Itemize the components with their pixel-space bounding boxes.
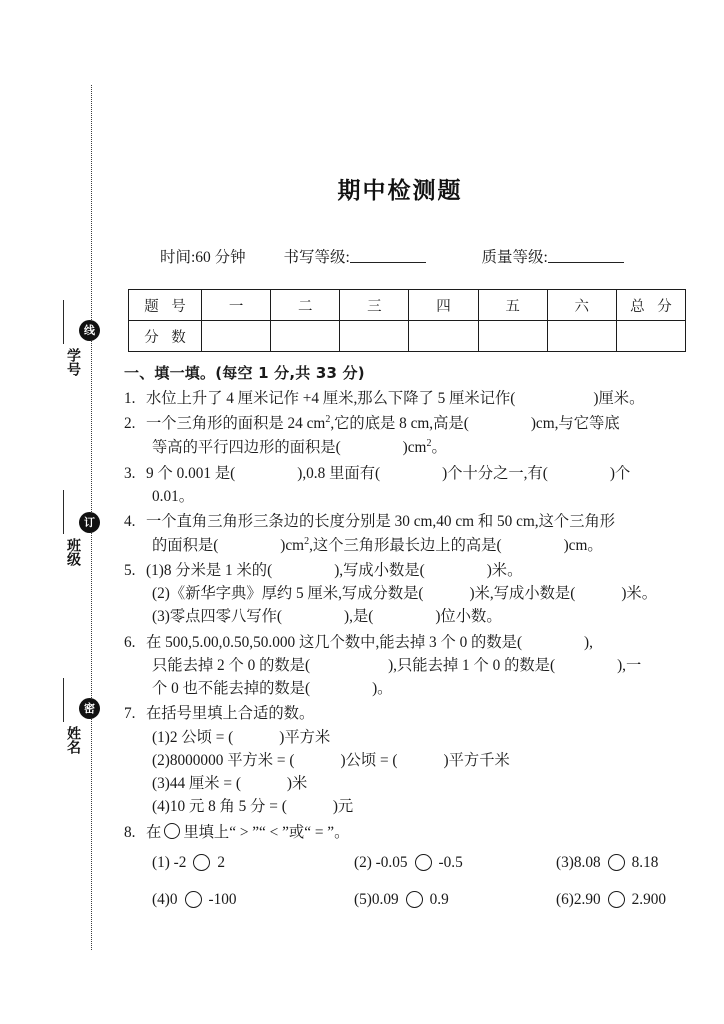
question-3-line-2: 0.01。 xyxy=(152,488,195,505)
exam-duration: 时间:60 分钟 xyxy=(160,249,246,266)
question-2-sup-a: 2 xyxy=(325,414,331,426)
margin-group-name xyxy=(0,678,110,788)
score-table-row-header-question: 题 号 xyxy=(129,290,202,321)
table-row-scores xyxy=(129,321,686,352)
question-4-text-a: 一个直角三角形三条边的长度分别是 30 cm,40 cm 和 50 cm,这个三角形 xyxy=(146,513,616,531)
margin-label-name: 姓名 xyxy=(65,726,81,754)
compare-circle-5[interactable] xyxy=(406,891,423,908)
question-8-row-2 xyxy=(124,889,710,910)
question-2-line2-c: 。 xyxy=(431,438,447,456)
question-4-line2-a: 的面积是( xyxy=(152,536,219,554)
question-6 xyxy=(124,631,710,701)
question-7-number: 7. xyxy=(124,705,136,723)
margin-group-class xyxy=(0,490,110,600)
question-1 xyxy=(124,387,710,410)
question-6-line2-c: ),一 xyxy=(617,656,642,674)
compare-pair-1-label: (1) xyxy=(152,853,170,871)
question-6-text-a: 在 500,5.00,0.50,50.000 这几个数中,能去掉 3 个 0 的数是( xyxy=(146,633,523,651)
question-2-sup-b: 2 xyxy=(426,437,432,449)
quality-grade-label: 质量等级: xyxy=(481,249,548,266)
question-7-sub1-a: (1)2 公顷 = ( xyxy=(152,728,234,746)
question-5-sub-2 xyxy=(150,582,710,605)
score-table-col-2: 二 xyxy=(271,290,340,321)
question-4-line-2 xyxy=(150,534,710,557)
question-2-text-c: )cm,与它等底 xyxy=(530,415,620,433)
compare-pair-5 xyxy=(354,889,556,910)
compare-circle-2[interactable] xyxy=(415,854,432,871)
compare-pair-2-label: (2) xyxy=(354,853,372,871)
question-2-line-2 xyxy=(150,436,710,459)
score-cell-3[interactable] xyxy=(340,321,409,352)
exam-meta-line xyxy=(160,245,720,267)
question-5 xyxy=(124,559,710,629)
question-8 xyxy=(124,821,710,844)
quality-grade-blank[interactable] xyxy=(548,249,624,263)
question-1-text-b: )厘米。 xyxy=(593,390,645,407)
handwriting-grade-blank[interactable] xyxy=(350,249,426,263)
score-cell-2[interactable] xyxy=(271,321,340,352)
question-5-sub2-a: (2)《新华字典》厚约 5 厘米,写成分数是( xyxy=(152,585,424,602)
question-6-line3-a: 个 0 也不能去掉的数是( xyxy=(152,680,311,697)
compare-pair-1 xyxy=(152,852,354,873)
question-7-sub-1 xyxy=(150,726,710,749)
question-6-line-3 xyxy=(150,677,710,700)
compare-pair-4-label: (4) xyxy=(152,891,170,909)
question-7-sub-2 xyxy=(150,749,710,772)
question-6-line3-b: )。 xyxy=(372,680,393,697)
question-4-sup: 2 xyxy=(304,535,310,547)
question-7-sub4-a: (4)10 元 8 角 5 分 = ( xyxy=(152,798,287,816)
question-5-sub2-b: )米,写成小数是( xyxy=(469,585,576,602)
exam-margin-strip xyxy=(0,0,110,1024)
compare-circle-4[interactable] xyxy=(185,891,202,908)
table-row-question-numbers xyxy=(129,290,686,321)
margin-rule-student-id xyxy=(63,300,64,344)
margin-label-student-id: 学号 xyxy=(65,348,81,376)
question-1-text-a: 水位上升了 4 厘米记作 +4 厘米,那么下降了 5 厘米记作( xyxy=(146,390,516,407)
compare-pair-2-right: -0.5 xyxy=(438,853,463,871)
compare-pair-4-right: -100 xyxy=(208,891,237,909)
margin-group-student-id xyxy=(0,300,110,410)
comparison-circle-icon xyxy=(164,823,180,839)
compare-circle-6[interactable] xyxy=(608,891,625,908)
compare-pair-6-label: (6) xyxy=(556,891,574,909)
question-1-number: 1. xyxy=(124,390,136,407)
compare-pair-4 xyxy=(152,889,354,910)
seal-stamp-mi: 密 xyxy=(79,698,100,719)
question-7-sub4-b: )元 xyxy=(332,798,354,816)
seal-stamp-xian: 线 xyxy=(79,320,100,341)
question-2-line2-b: )cm xyxy=(402,438,427,456)
compare-pair-2 xyxy=(354,852,556,873)
seal-stamp-ding: 订 xyxy=(79,512,100,533)
score-cell-total[interactable] xyxy=(616,321,685,352)
question-5-sub3-b: ),是( xyxy=(344,608,374,626)
compare-pair-6-left: 2.90 xyxy=(573,891,601,909)
question-8-text-b: 里填上“ > ”“ < ”或“ = ”。 xyxy=(183,823,350,841)
compare-circle-1[interactable] xyxy=(193,854,210,871)
compare-pair-3-right: 8.18 xyxy=(631,853,659,871)
question-2 xyxy=(124,412,710,459)
question-2-line2-a: 等高的平行四边形的面积是( xyxy=(152,438,341,456)
question-5-sub1-a: (1)8 分米是 1 米的( xyxy=(146,561,273,579)
question-7-sub-3 xyxy=(150,772,710,795)
question-5-number: 5. xyxy=(124,561,136,579)
question-7-sub2-b: )公顷 = ( xyxy=(340,751,398,769)
compare-pair-2-left: -0.05 xyxy=(375,853,408,871)
question-4-line2-c: ,这个三角形最长边上的高是( xyxy=(309,536,502,554)
question-8-text-a: 在 xyxy=(146,823,162,841)
question-6-line-2 xyxy=(150,654,710,677)
handwriting-grade-label: 书写等级: xyxy=(283,249,350,266)
compare-pair-5-left: 0.09 xyxy=(371,891,399,909)
question-6-line2-a: 只能去掉 2 个 0 的数是( xyxy=(152,656,311,674)
score-table-row-header-score: 分 数 xyxy=(129,321,202,352)
compare-pair-1-right: 2 xyxy=(217,853,226,871)
score-table-col-4: 四 xyxy=(409,290,478,321)
compare-pair-5-right: 0.9 xyxy=(429,891,449,909)
score-table-col-total: 总 分 xyxy=(616,290,685,321)
question-7-sub1-b: )平方米 xyxy=(279,728,331,746)
page-title: 期中检测题 xyxy=(337,178,463,204)
score-cell-4[interactable] xyxy=(409,321,478,352)
question-5-sub1-c: )米。 xyxy=(486,561,523,579)
exam-paper-body xyxy=(110,0,724,1024)
score-cell-5[interactable] xyxy=(478,321,547,352)
question-3-text-d: )个 xyxy=(609,464,631,482)
question-4-number: 4. xyxy=(124,513,136,531)
question-7-sub3-a: (3)44 厘米 = ( xyxy=(152,775,241,792)
question-2-text-a: 一个三角形的面积是 24 cm xyxy=(146,415,326,433)
question-7-sub2-c: )平方千米 xyxy=(443,751,510,769)
compare-pair-3-label: (3) xyxy=(556,853,574,871)
question-7 xyxy=(124,702,710,818)
section-fill-in-the-blank xyxy=(124,362,710,927)
question-6-line2-b: ),只能去掉 1 个 0 的数是( xyxy=(388,656,556,674)
score-cell-1[interactable] xyxy=(202,321,271,352)
question-3-text-b: ),0.8 里面有( xyxy=(297,464,381,482)
question-4-line2-b: )cm xyxy=(280,536,305,554)
score-table xyxy=(128,289,686,352)
question-3-text-c: )个十分之一,有( xyxy=(442,464,548,482)
question-7-sub-4 xyxy=(150,795,710,818)
question-4-line2-d: )cm。 xyxy=(563,536,603,554)
compare-pair-5-label: (5) xyxy=(354,891,372,909)
question-6-text-b: ), xyxy=(584,633,593,651)
question-2-number: 2. xyxy=(124,415,136,433)
compare-pair-1-left: -2 xyxy=(173,853,187,871)
score-table-col-5: 五 xyxy=(478,290,547,321)
question-8-row-1 xyxy=(124,852,710,873)
question-6-number: 6. xyxy=(124,633,136,651)
question-3 xyxy=(124,462,710,509)
question-5-sub2-c: )米。 xyxy=(621,585,658,602)
question-7-sub2-a: (2)8000000 平方米 = ( xyxy=(152,751,295,769)
compare-pair-3-left: 8.08 xyxy=(573,853,601,871)
question-5-sub-3 xyxy=(150,605,710,628)
score-table-col-1: 一 xyxy=(202,290,271,321)
score-cell-6[interactable] xyxy=(547,321,616,352)
question-4 xyxy=(124,510,710,557)
compare-pair-6-right: 2.900 xyxy=(631,891,667,909)
compare-pair-3 xyxy=(556,852,658,873)
section-one-title: 一、填一填。(每空 1 分,共 33 分) xyxy=(124,364,365,382)
question-3-number: 3. xyxy=(124,464,136,482)
compare-pair-6 xyxy=(556,889,666,910)
margin-rule-name xyxy=(63,678,64,722)
question-3-text-a: 9 个 0.001 是( xyxy=(146,464,236,482)
compare-pair-4-left: 0 xyxy=(169,891,178,909)
score-table-col-3: 三 xyxy=(340,290,409,321)
score-table-col-6: 六 xyxy=(547,290,616,321)
question-7-text: 在括号里填上合适的数。 xyxy=(146,705,315,723)
compare-circle-3[interactable] xyxy=(608,854,625,871)
margin-rule-class xyxy=(63,490,64,534)
question-7-sub3-b: )米 xyxy=(286,775,308,792)
question-5-sub3-c: )位小数。 xyxy=(435,608,502,626)
question-2-text-b: ,它的底是 8 cm,高是( xyxy=(330,415,469,433)
question-8-number: 8. xyxy=(124,823,136,841)
question-5-sub1-b: ),写成小数是( xyxy=(334,561,425,579)
margin-label-class: 班级 xyxy=(65,538,81,566)
question-5-sub3-a: (3)零点四零八写作( xyxy=(152,608,283,626)
